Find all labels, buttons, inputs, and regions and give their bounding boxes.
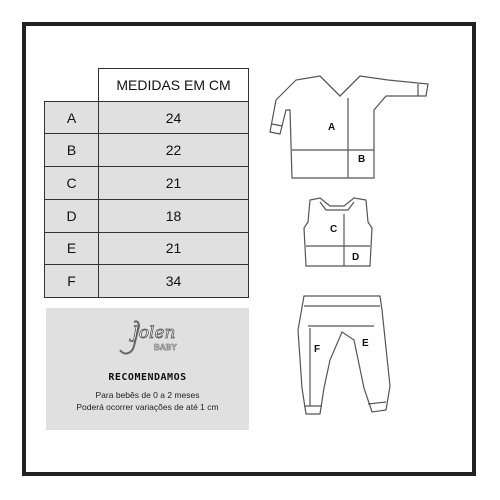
row-value: 34 bbox=[99, 265, 249, 298]
row-letter: D bbox=[45, 199, 99, 232]
row-value: 24 bbox=[99, 101, 249, 134]
table-row bbox=[45, 199, 249, 232]
brand-panel bbox=[46, 308, 249, 430]
table-row bbox=[45, 167, 249, 200]
table-header-row bbox=[45, 69, 249, 102]
size-table bbox=[44, 68, 249, 298]
shirt-neckline bbox=[320, 76, 360, 96]
row-value: 22 bbox=[99, 134, 249, 167]
shirt-outline bbox=[270, 76, 428, 178]
vest-outline bbox=[304, 198, 372, 266]
label-a: A bbox=[328, 122, 336, 133]
logo-subtext: BABY bbox=[154, 343, 177, 352]
label-f: F bbox=[314, 344, 321, 355]
label-d: D bbox=[352, 252, 360, 263]
row-letter: E bbox=[45, 232, 99, 265]
variation-note: Poderá ocorrer variações de até 1 cm bbox=[76, 402, 219, 412]
row-value: 21 bbox=[99, 232, 249, 265]
pants-cuffs bbox=[304, 402, 386, 406]
logo-wordmark: Jolen bbox=[132, 323, 176, 343]
pants-outline bbox=[298, 296, 390, 414]
recommend-heading: RECOMENDAMOS bbox=[108, 372, 187, 383]
garment-diagrams bbox=[262, 70, 452, 430]
row-letter: F bbox=[45, 265, 99, 298]
label-e: E bbox=[362, 338, 369, 349]
jolen-baby-logo bbox=[114, 312, 184, 368]
pants-diagram bbox=[298, 296, 390, 414]
row-value: 18 bbox=[99, 199, 249, 232]
table-row bbox=[45, 101, 249, 134]
table-corner bbox=[45, 69, 99, 102]
table-row bbox=[45, 134, 249, 167]
row-letter: A bbox=[45, 101, 99, 134]
label-b: B bbox=[358, 154, 366, 165]
table-header: MEDIDAS EM CM bbox=[99, 69, 249, 102]
age-note: Para bebês de 0 a 2 meses bbox=[95, 390, 200, 400]
shirt-diagram bbox=[270, 76, 428, 178]
table-row bbox=[45, 232, 249, 265]
label-c: C bbox=[330, 224, 338, 235]
table-row bbox=[45, 265, 249, 298]
vest-diagram bbox=[304, 198, 372, 266]
row-letter: C bbox=[45, 167, 99, 200]
row-letter: B bbox=[45, 134, 99, 167]
row-value: 21 bbox=[99, 167, 249, 200]
